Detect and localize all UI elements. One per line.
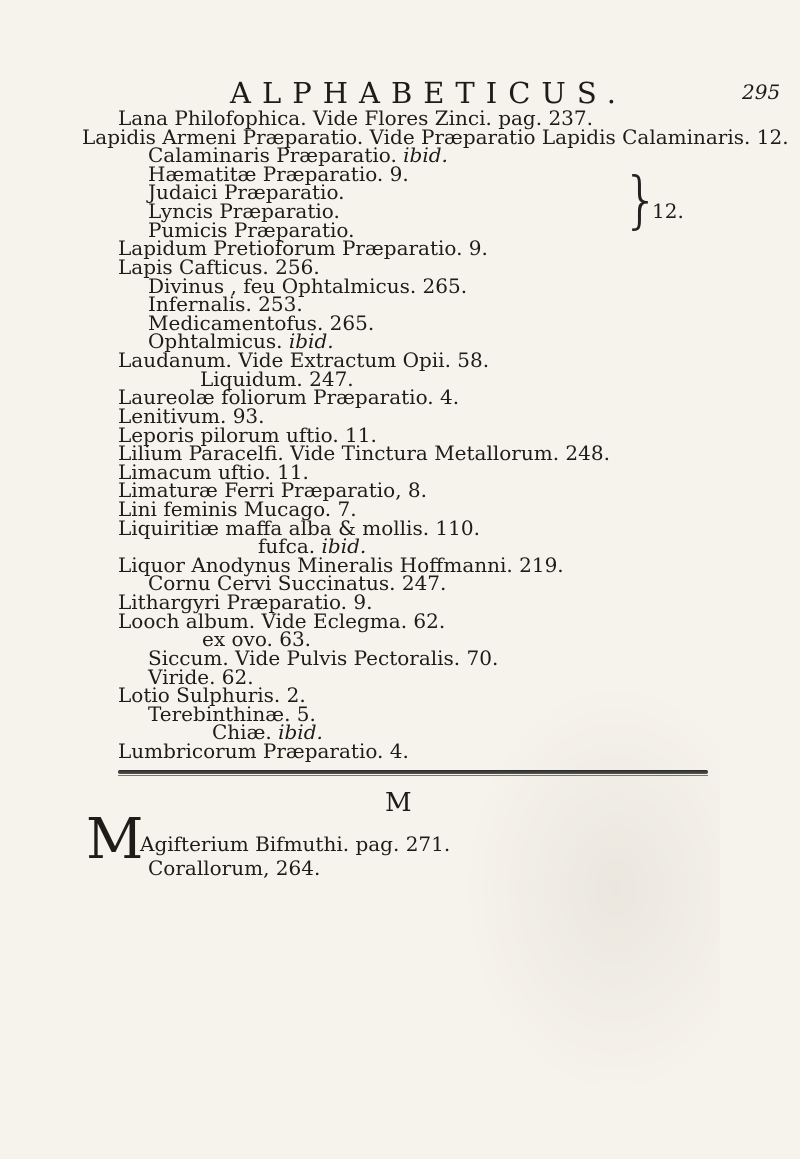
index-entry: Medicamentofus. 265. (148, 311, 375, 335)
index-entry: Lilium Paracelfi. Vide Tinctura Metallorum. 248. (118, 441, 610, 465)
index-entry: Lini feminis Mucago. 7. (118, 497, 357, 521)
index-entry: ex ovo. 63. (202, 627, 312, 651)
index-entry: Lotio Sulphuris. 2. (118, 683, 306, 707)
index-entry: Infernalis. 253. (148, 292, 303, 316)
index-entry: Limaturæ Ferri Præparatio, 8. (118, 478, 427, 502)
index-entry: Divinus , feu Ophtalmicus. 265. (148, 274, 468, 298)
index-entry: Liquidum. 247. (200, 367, 354, 391)
index-entry: Siccum. Vide Pulvis Pectoralis. 70. (148, 646, 499, 670)
page-number: 295 (742, 80, 781, 104)
drop-cap: M (86, 807, 144, 872)
brace-page-ref: 12. (652, 199, 684, 223)
index-entry: Judaici Præparatio. (148, 180, 345, 204)
section-rule (118, 770, 708, 774)
running-header: ALPHABETICUS. (230, 76, 627, 110)
index-entry: Lithargyri Præparatio. 9. (118, 590, 373, 614)
section-rule-thin (118, 775, 708, 776)
grouping-brace: } (622, 164, 661, 237)
index-entry: Laureolæ foliorum Præparatio. 4. (118, 385, 460, 409)
paper-stain (460, 679, 720, 1099)
index-entry: Laudanum. Vide Extractum Opii. 58. (118, 348, 490, 372)
index-entry: Lapidum Pretioforum Præparatio. 9. (118, 236, 488, 260)
index-entry: Liquor Anodynus Mineralis Hoffmanni. 219. (118, 553, 564, 577)
index-entry: Looch album. Vide Eclegma. 62. (118, 609, 446, 633)
index-entry: Lapidis Armeni Præparatio. Vide Præparatio Lapidis Calaminaris. 12. (82, 125, 789, 149)
index-entry: Lana Philofophica. Vide Flores Zinci. pag. 237. (118, 106, 593, 130)
index-entry: Liquiritiæ maffa alba & mollis. 110. (118, 516, 480, 540)
index-entry: Chiæ. ibid. (212, 720, 323, 744)
index-entry: Hæmatitæ Præparatio. 9. (148, 162, 409, 186)
index-entry: Cornu Cervi Succinatus. 247. (148, 571, 447, 595)
index-entry: Lapis Cafticus. 256. (118, 255, 320, 279)
section-letter: M (385, 788, 412, 818)
index-entry: Calaminaris Præparatio. ibid. (148, 143, 448, 167)
index-entry: fufca. ibid. (258, 534, 367, 558)
index-entry: Lyncis Præparatio. (148, 199, 340, 223)
index-entry: Viride. 62. (148, 665, 254, 689)
index-entry: Lumbricorum Præparatio. 4. (118, 739, 409, 763)
index-entry: Ophtalmicus. ibid. (148, 329, 334, 353)
section-entry: Agifterium Bifmuthi. pag. 271. (140, 832, 451, 856)
index-entry: Pumicis Præparatio. (148, 218, 355, 242)
section-entry: Corallorum, 264. (148, 856, 321, 880)
index-entry: Terebinthinæ. 5. (148, 702, 316, 726)
index-entry: Lenitivum. 93. (118, 404, 265, 428)
index-entry: Limacum uftio. 11. (118, 460, 309, 484)
index-entry: Leporis pilorum uftio. 11. (118, 423, 377, 447)
